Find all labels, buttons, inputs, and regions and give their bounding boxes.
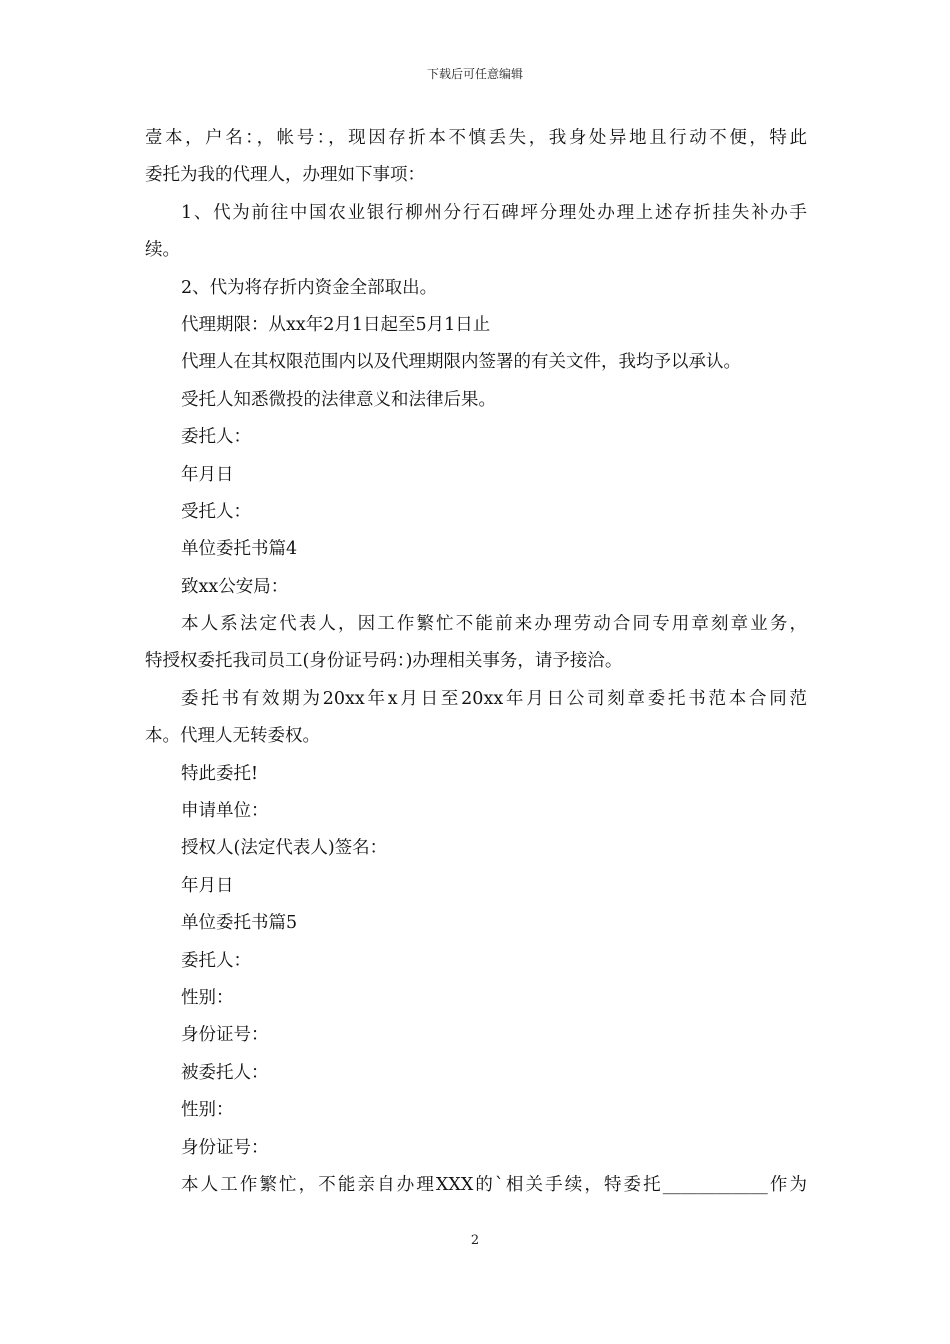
document-body [145,120,807,1204]
text-line: 2、代为将存折内资金全部取出。 [181,277,438,298]
text-line: 委托为我的代理人，办理如下事项： [145,165,425,186]
text-line: 委托人： [181,950,251,971]
text-line: 特授权委托我司员工(身份证号码：)办理相关事务，请予接洽。 [145,651,623,672]
text-line: 申请单位： [181,801,269,822]
text-line: 年月日 [181,875,234,896]
text-line: 性别： [181,1100,234,1121]
text-line: 受托人： [181,501,251,522]
text-line: 代理人在其权限范围内以及代理期限内签署的有关文件，我均予以承认。 [181,352,741,373]
text-line: 续。 [145,240,180,261]
text-line: 代理期限：从xx年2月1日起至5月1日止 [181,314,491,335]
text-line: 单位委托书篇4 [181,539,298,560]
text-line: 性别： [181,987,234,1008]
page-footer [0,1233,950,1249]
text-line: 授权人(法定代表人)签名： [181,838,388,859]
text-line: 单位委托书篇5 [181,913,298,934]
page-header [0,66,950,82]
text-line: 特此委托! [181,763,259,784]
page-number: 2 [470,1233,480,1248]
text-line: 被委托人： [181,1062,269,1083]
text-line: 年月日 [181,464,234,485]
text-line: 本。代理人无转委权。 [145,726,320,747]
text-line: 委托书有效期为20xx年x月日至20xx年月日公司刻章委托书范本合同范 [181,688,807,709]
text-line: 致xx公安局： [181,576,289,597]
text-line: 委托人： [181,427,251,448]
text-line: 1、代为前往中国农业银行柳州分行石碑坪分理处办理上述存折挂失补办手 [181,202,807,223]
text-line: 本人工作繁忙，不能亲自办理XXX的`相关手续，特委托____________作为 [181,1174,807,1195]
text-line: 受托人知悉微投的法律意义和法律后果。 [181,389,496,410]
text-line: 身份证号： [181,1025,269,1046]
text-line: 壹本，户名：，帐号：，现因存折本不慎丢失，我身处异地且行动不便，特此 [145,128,807,148]
header-text: 下载后可任意编辑 [426,67,523,81]
text-line: 本人系法定代表人，因工作繁忙不能前来办理劳动合同专用章刻章业务， [181,614,807,635]
text-line: 身份证号： [181,1137,269,1158]
